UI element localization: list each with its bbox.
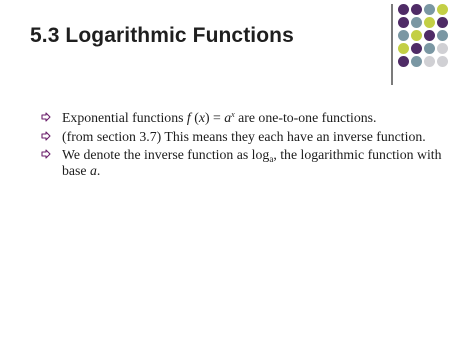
bullet-text: Exponential functions f $(x) = a^x$ are one-to-one functions. [62, 110, 377, 125]
decor-dot [437, 30, 448, 41]
slide-title: 5.3 Logarithmic Functions [30, 24, 294, 47]
decor-dot [398, 17, 409, 28]
decor-dot [437, 56, 448, 67]
decor-dot [411, 17, 422, 28]
decor-dot [411, 43, 422, 54]
decorative-dot-grid [398, 4, 450, 72]
decor-dot [424, 4, 435, 15]
decor-dot [411, 30, 422, 41]
decor-dot [424, 56, 435, 67]
decor-dot [411, 56, 422, 67]
decor-dot [424, 30, 435, 41]
decor-dot [398, 30, 409, 41]
decor-dot [437, 4, 448, 15]
decor-dot [437, 43, 448, 54]
decor-dot [424, 43, 435, 54]
arrow-bullet-icon [41, 131, 51, 141]
title-divider-line [391, 4, 393, 85]
bullet-text: We denote the inverse function as $\log_a$, the logarithmic function with base a. [62, 147, 442, 178]
bullet-item [40, 147, 445, 178]
decor-dot [398, 4, 409, 15]
bullet-item [40, 110, 445, 126]
bullet-item [40, 129, 445, 145]
arrow-bullet-icon [41, 149, 51, 159]
bullet-list [40, 110, 445, 181]
decor-dot [398, 56, 409, 67]
decor-dot [437, 17, 448, 28]
arrow-bullet-icon [41, 112, 51, 122]
decor-dot [424, 17, 435, 28]
bullet-text: (from section 3.7) This means they each have an inverse function. [62, 128, 426, 144]
decor-dot [398, 43, 409, 54]
decor-dot [411, 4, 422, 15]
